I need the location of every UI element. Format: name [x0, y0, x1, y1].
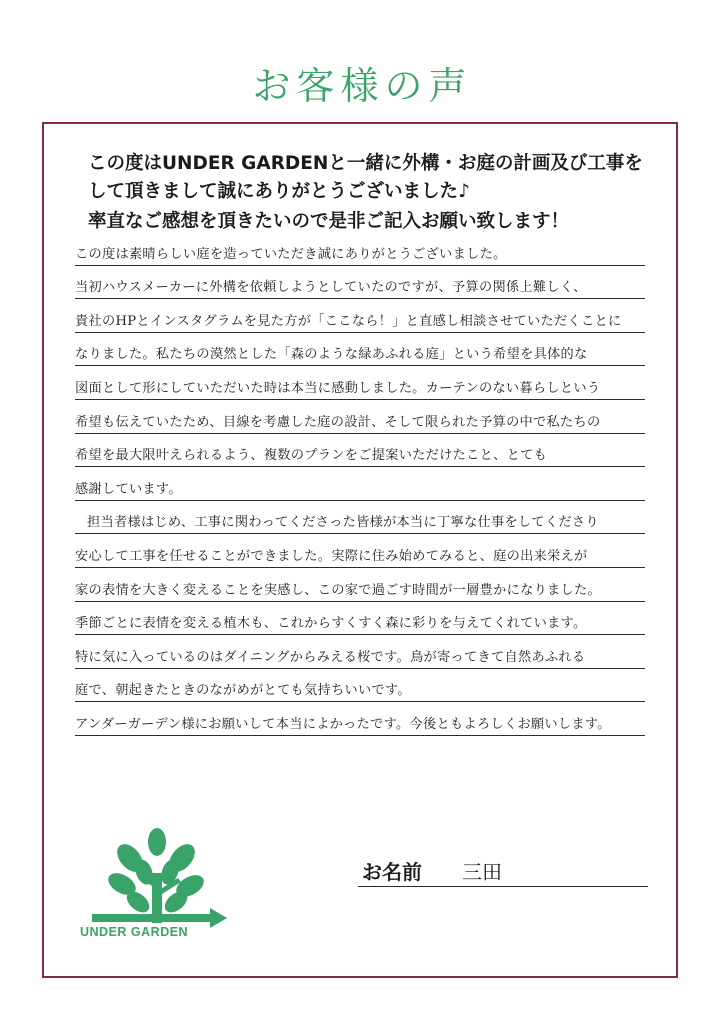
message-line: 希望も伝えていたため、目線を考慮した庭の設計、そして限られた予算の中で私たちの [75, 400, 645, 434]
message-line: 貴社のHPとインスタグラムを見た方が「ここなら！」と直感し相談させていただくことに [75, 299, 645, 333]
message-line: 安心して工事を任せることができました。実際に住み始めてみると、庭の出来栄えが [75, 534, 645, 568]
message-line: 感謝しています。 [75, 467, 645, 501]
name-label: お名前 [362, 860, 422, 884]
message-line: 庭で、朝起きたときのながめがとても気持ちいいです。 [75, 669, 645, 703]
message-line: 特に気に入っているのはダイニングからみえる桜です。鳥が寄ってきて自然あふれる [75, 635, 645, 669]
message-line: 図面として形にしていただいた時は本当に感動しました。カーテンのない暮らしという [75, 366, 645, 400]
name-value: 三田 [462, 860, 502, 884]
message-line: 季節ごとに表情を変える植木も、これからすくすく森に彩りを与えてくれています。 [75, 602, 645, 636]
name-underline [358, 886, 648, 887]
message-line: 家の表情を大きく変えることを実感し、この家で過ごす時間が一層豊かになりました。 [75, 568, 645, 602]
message-line: なりました。私たちの漠然とした「森のような緑あふれる庭」という希望を具体的な [75, 333, 645, 367]
message-line: 当初ハウスメーカーに外構を依頼しようとしていたのですが、予算の関係上難しく、 [75, 266, 645, 300]
request-text: 率直なご感想を頂きたいので是非ご記入お願い致します！ [88, 211, 570, 232]
intro-line-2: して頂きまして誠にありがとうございました♪ [88, 181, 470, 202]
message-line: アンダーガーデン様にお願いして本当によかったです。今後ともよろしくお願いします。 [75, 702, 645, 736]
message-line: 担当者様はじめ、工事に関わってくださった皆様が本当に丁寧な仕事をしてくださり [75, 501, 645, 535]
message-line: 希望を最大限叶えられるよう、複数のプランをご提案いただけたこと、とても [75, 434, 645, 468]
message-line: この度は素晴らしい庭を造っていただき誠にありがとうございました。 [75, 232, 645, 266]
intro-text [88, 150, 648, 206]
page-title: お客様の声 [252, 64, 473, 108]
message-lines [75, 232, 645, 736]
logo-text: UNDER GARDEN [80, 925, 189, 939]
intro-line-1: この度はUNDER GARDENと一緒に外構・お庭の計画及び工事を [88, 153, 643, 174]
